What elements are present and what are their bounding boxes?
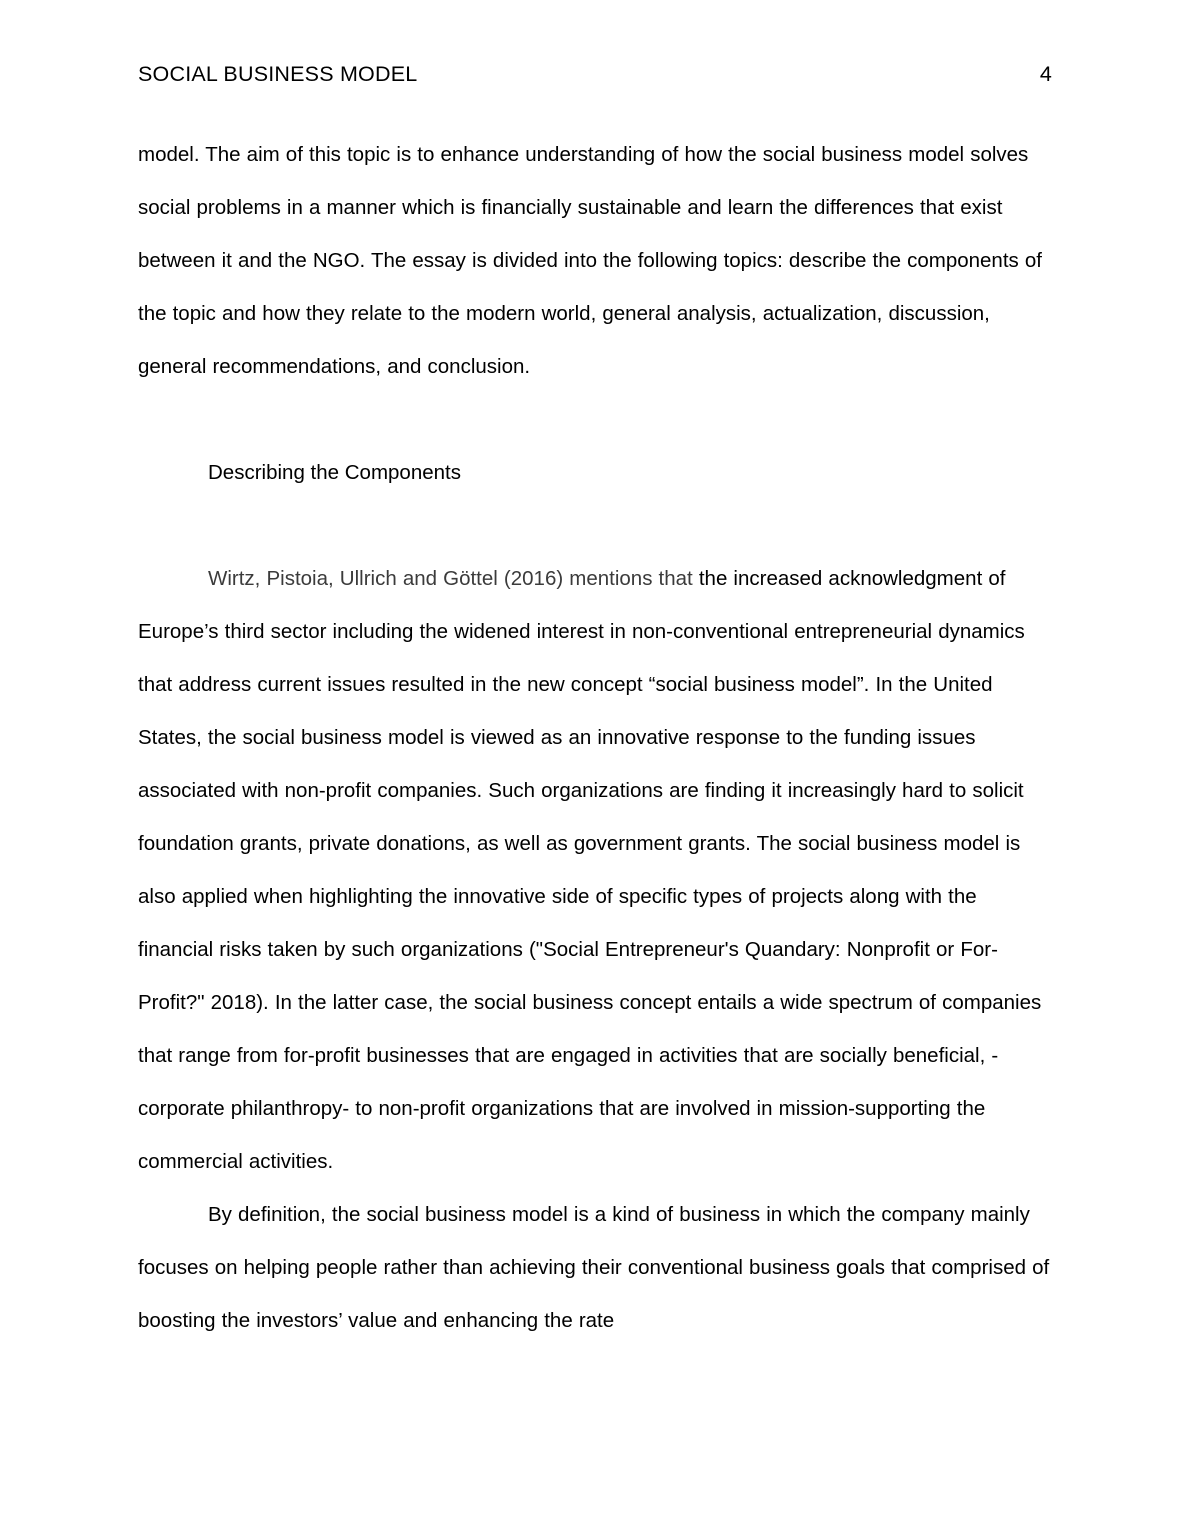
running-head: SOCIAL BUSINESS MODEL: [138, 62, 418, 86]
paragraph-spacer: [138, 393, 1054, 446]
paragraph-components-text: the increased acknowledgment of Europe’s third sector including the widened interest in non-conventional entrepreneurial dynamics that address current issues resulted in the new concept “social business model”. In the United States, the social business model is viewed as an innovative response to the funding issues associated with non-profit companies. Such organizations are finding it increasingly hard to solicit foundation grants, private donations, as well as government grants. The social business model is also applied when highlighting the innovative side of specific types of projects along with the financial risks taken by such organizations ("Social Entrepreneur's Quandary: Nonprofit or For-Profit?" 2018). In the latter case, the social business concept entails a wide spectrum of companies that range from for-profit businesses that are engaged in activities that are socially beneficial, - corporate philanthropy- to non-profit organizations that are involved in mission-supporting the commercial activities.: [138, 567, 1042, 1173]
heading-spacer: [138, 499, 1054, 552]
section-heading-describing-the-components: Describing the Components: [208, 461, 461, 484]
document-body: [138, 128, 1054, 1347]
page-header: [138, 62, 1052, 87]
page-number: 4: [1039, 62, 1052, 86]
paragraph-components: [138, 552, 1054, 1188]
citation-run: Wirtz, Pistoia, Ullrich and Göttel (2016) mentions that: [208, 567, 699, 590]
paragraph-definition: By definition, the social business model is a kind of business in which the company mainly focuses on helping people rather than achieving their conventional business goals that comprised of boosting the investors’ value and enhancing the rate: [138, 1203, 1050, 1332]
paragraph-continued: model. The aim of this topic is to enhance understanding of how the social business model solves social problems in a manner which is financially sustainable and learn the differences that exist between it and the NGO. The essay is divided into the following topics: describe the components of the topic and how they relate to the modern world, general analysis, actualization, discussion, general recommendations, and conclusion.: [138, 143, 1042, 378]
